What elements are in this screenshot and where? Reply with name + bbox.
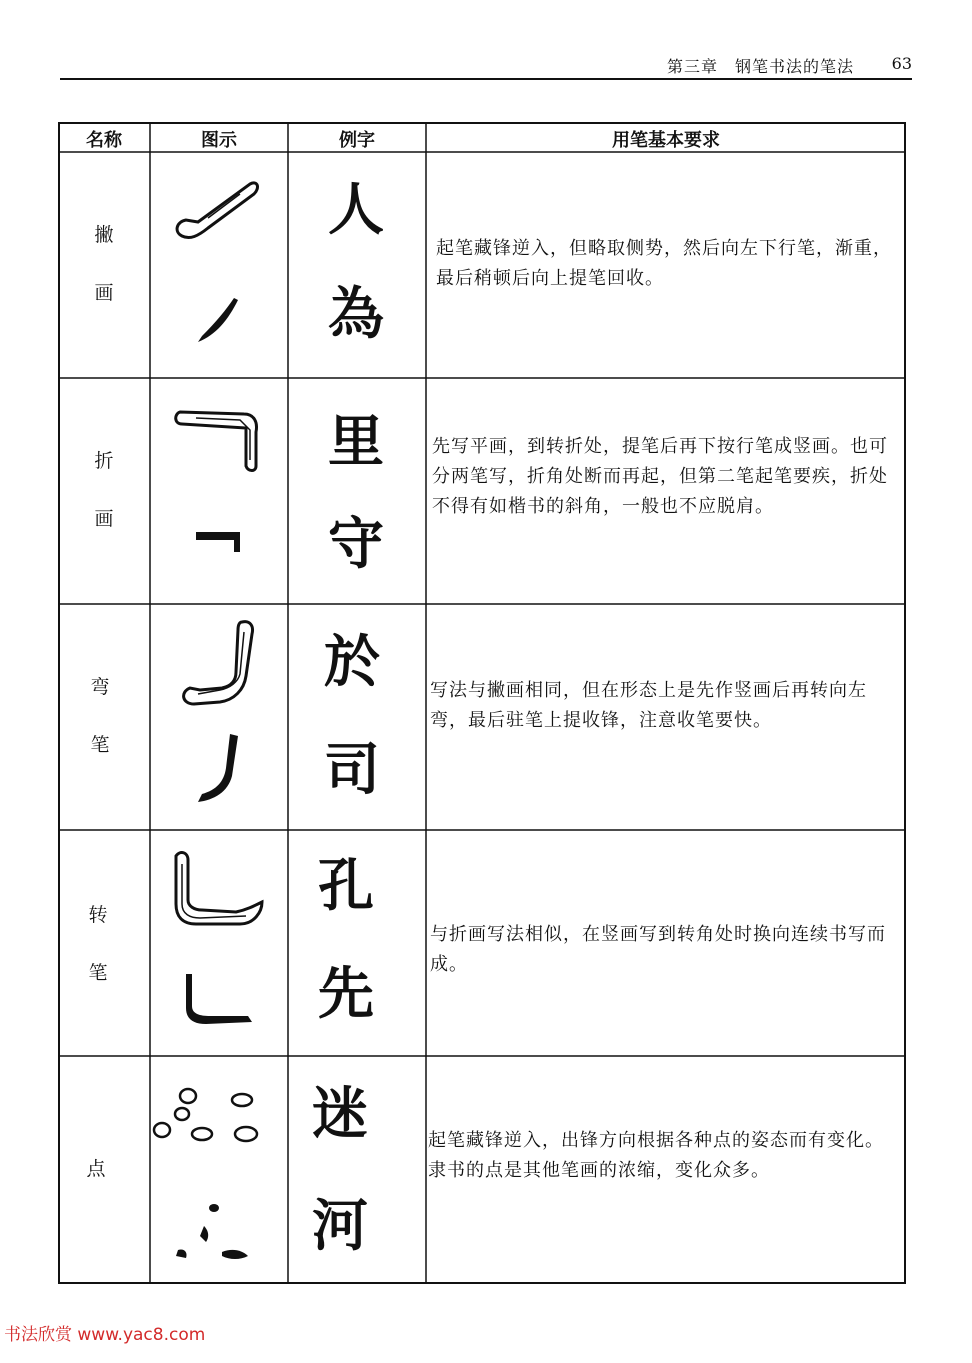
example-char: 迷	[312, 1081, 368, 1147]
page-number: 63	[891, 54, 912, 73]
dian-stroke-diagram-icon	[152, 1078, 282, 1268]
name-char: 画	[94, 282, 114, 304]
row-name	[86, 1140, 106, 1198]
column-header-name: 名称	[86, 130, 122, 151]
watermark: 书法欣赏 www.yac8.com	[4, 1325, 206, 1345]
row-name	[90, 658, 110, 774]
page-header	[60, 52, 912, 80]
column-header-example: 例字	[339, 130, 375, 151]
name-char: 画	[94, 508, 114, 530]
row-name	[94, 432, 114, 548]
column-header-diagram: 图示	[201, 130, 237, 151]
requirement-text: 先写平画，到转折处，提笔后再下按行笔成竖画。也可分两笔写，折角处断而再起，但第二笔起笔要疾，折处不得有如楷书的斜角，一般也不应脱肩。	[432, 436, 888, 517]
name-char: 点	[86, 1158, 106, 1180]
stroke-table	[58, 122, 906, 1284]
example-char: 司	[324, 737, 380, 803]
row-name	[88, 886, 108, 1002]
row-name	[94, 206, 114, 322]
zhe-stroke-diagram-icon	[170, 402, 270, 582]
example-char: 先	[318, 961, 374, 1027]
column-header-requirements: 用笔基本要求	[612, 130, 720, 151]
name-char: 折	[94, 450, 114, 472]
name-char: 弯	[90, 676, 110, 698]
name-char: 笔	[88, 962, 108, 984]
requirement-text: 与折画写法相似，在竖画写到转角处时换向连续书写而成。	[430, 924, 886, 975]
zhuan-stroke-diagram-icon	[166, 844, 276, 1044]
requirement-text: 起笔藏锋逆入，但略取侧势，然后向左下行笔，渐重，最后稍顿后向上提笔回收。	[436, 238, 892, 289]
chapter-title: 第三章 钢笔书法的笔法	[666, 57, 854, 76]
example-char: 里	[328, 409, 384, 475]
example-char: 守	[328, 511, 384, 577]
example-char: 孔	[318, 853, 374, 919]
example-char: 於	[324, 629, 380, 695]
requirement-text: 写法与撇画相同，但在形态上是先作竖画后再转向左弯，最后驻笔上提收锋，注意收笔要快。	[430, 680, 867, 731]
pie-stroke-diagram-icon	[168, 170, 268, 350]
example-char: 為	[328, 281, 384, 347]
name-char: 转	[88, 904, 108, 926]
requirement-text: 起笔藏锋逆入，出锋方向根据各种点的姿态而有变化。隶书的点是其他笔画的浓缩，变化众多。	[428, 1130, 884, 1181]
example-char: 人	[328, 177, 384, 243]
wan-stroke-diagram-icon	[170, 616, 270, 816]
name-char: 笔	[90, 734, 110, 756]
name-char: 撇	[94, 224, 114, 246]
example-char: 河	[312, 1193, 368, 1259]
